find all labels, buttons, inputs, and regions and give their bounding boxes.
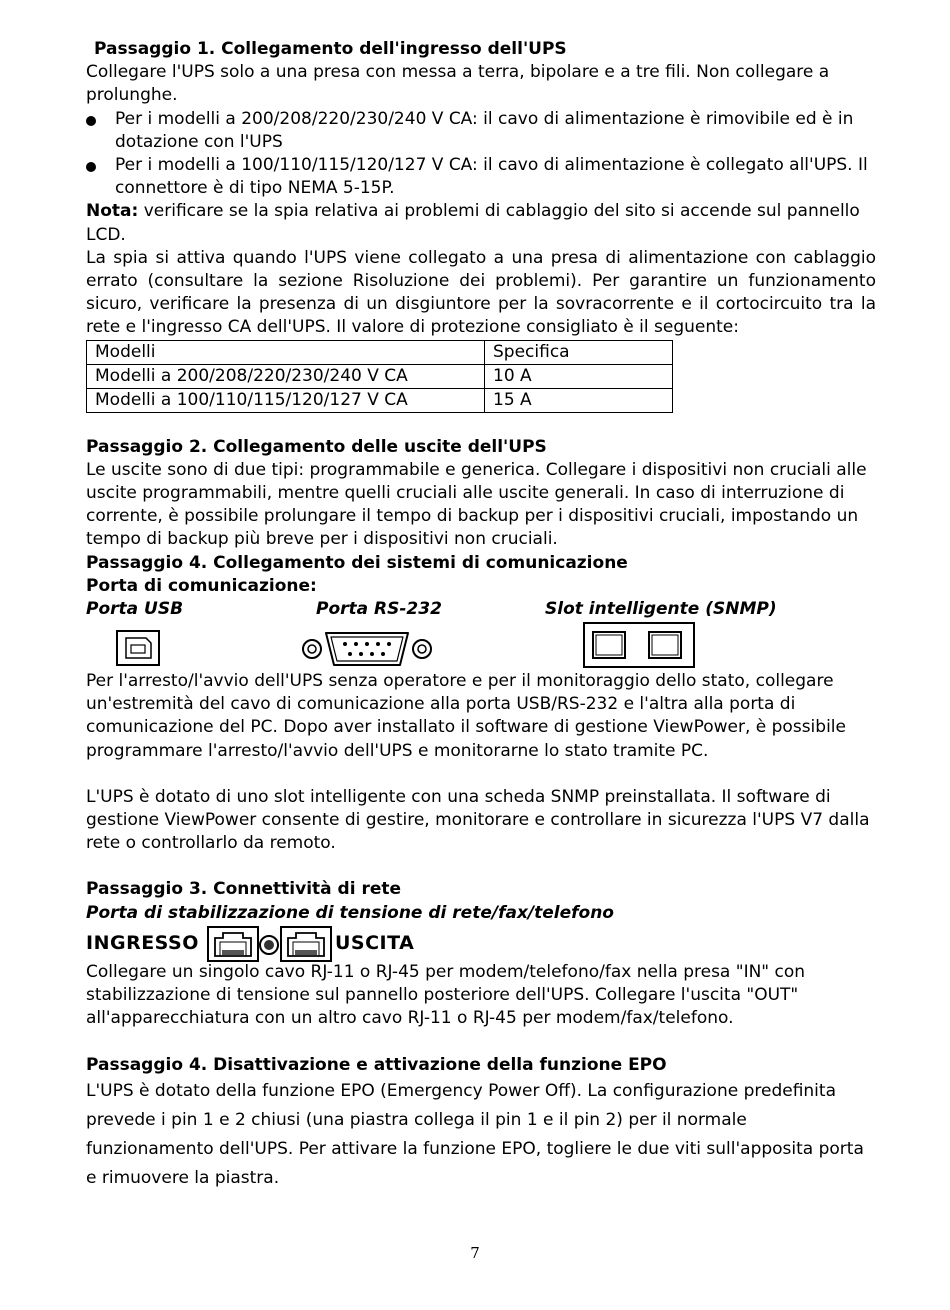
step4a-para1: Per l'arresto/l'avvio dell'UPS senza operatore e per il monitoraggio dello stato, collegare un'estremità del cavo di comunicazione alla porta USB/RS-232 e l'altra alla porta di comunicazione del PC. Dopo aver installato il software di gestione ViewPower, è possibile programmare l'arresto/l'avvio dell'UPS e monitorarne lo stato tramite PC. xyxy=(86,671,846,761)
table-header-cell: Modelli xyxy=(87,340,485,364)
step4b-title: Passaggio 4. Disattivazione e attivazione della funzione EPO xyxy=(86,1054,667,1075)
step2-body: Le uscite sono di due tipi: programmabile e generica. Collegare i dispositivi non cruciali alle uscite programmabili, mentre quelli cruciali alle uscite generali. In caso di interruzione di corrente, è possibile prolungare il tempo di backup per i dispositivi cruciali, impostando un tempo di backup più breve per i dispositivi non cruciali. xyxy=(86,459,867,550)
step4b-body: L'UPS è dotato della funzione EPO (Emergency Power Off). La configurazione predefinita prevede i pin 1 e 2 chiusi (una piastra collega il pin 1 e il pin 2) per il normale funzionamento dell'UPS. Per attivare la funzione EPO, togliere le due viti sull'apposita porta e rimuovere la piastra. xyxy=(86,1080,864,1188)
table-row xyxy=(87,388,673,412)
table-header-cell: Specifica xyxy=(485,340,673,364)
note-label: Nota: xyxy=(86,201,139,222)
rs232-port-label: Porta RS-232 xyxy=(316,599,442,620)
step1-bullet-list xyxy=(86,108,876,201)
list-item: Per i modelli a 200/208/220/230/240 V CA: il cavo di alimentazione è rimovibile ed è in dotazione con l'UPS xyxy=(86,108,876,154)
table-cell: Modelli a 200/208/220/230/240 V CA xyxy=(87,364,485,388)
step4a-subtitle: Porta di comunicazione: xyxy=(86,575,317,596)
bullet-icon xyxy=(86,116,96,126)
port-labels xyxy=(86,598,876,622)
step3-title: Passaggio 3. Connettività di rete xyxy=(86,879,402,900)
step4a-para2: L'UPS è dotato di uno slot intelligente con una scheda SNMP preinstallata. Il software di gestione ViewPower consente di gestire, monitorare e controllare in sicurezza l'UPS V7 dalla rete o controllarlo da remoto. xyxy=(86,786,870,854)
table-cell: 10 A xyxy=(485,364,673,388)
step1-note: Nota: verificare se la spia relativa ai problemi di cablaggio del sito si accende sul pannello LCD. xyxy=(86,201,860,245)
step4a-title: Passaggio 4. Collegamento dei sistemi di comunicazione xyxy=(86,552,628,573)
manual-page xyxy=(86,38,876,1193)
step3-body: Collegare un singolo cavo RJ-11 o RJ-45 per modem/telefono/fax nella presa "IN" con stabilizzazione di tensione sul pannello posteriore dell'UPS. Collegare l'uscita "OUT" all'apparecchiatura con un altro cavo RJ-11 o RJ-45 per modem/fax/telefono. xyxy=(86,961,806,1029)
port-icons xyxy=(86,622,876,670)
usb-port-label: Porta USB xyxy=(86,599,184,620)
step1-title: Passaggio 1. Collegamento dell'ingresso dell'UPS xyxy=(94,39,567,59)
protection-table xyxy=(86,340,673,413)
table-row xyxy=(87,364,673,388)
snmp-slot-icon xyxy=(583,622,695,668)
step2-title: Passaggio 2. Collegamento delle uscite dell'UPS xyxy=(86,436,547,457)
in-port-label: INGRESSO xyxy=(86,931,199,954)
table-header-row xyxy=(87,340,673,364)
out-port-label: USCITA xyxy=(335,931,415,954)
table-cell: 15 A xyxy=(485,388,673,412)
bullet-icon xyxy=(86,162,96,172)
step1-note-body: La spia si attiva quando l'UPS viene collegato a una presa di alimentazione con cablaggio errato (consultare la sezione Risoluzione dei problemi). Per garantire un funzionamento sicuro, verificare la presenza di un disgiuntore per la sovracorrente e il cortocircuito tra la rete e l'ingresso CA dell'UPS. Il valore di protezione consigliato è il seguente: xyxy=(86,247,876,338)
step1-intro: Collegare l'UPS solo a una presa con messa a terra, bipolare e a tre fili. Non collegare a prolunghe. xyxy=(86,62,830,106)
rs232-port-icon xyxy=(300,630,434,668)
snmp-slot-label: Slot intelligente (SNMP) xyxy=(545,599,777,620)
usb-port-icon xyxy=(116,630,160,666)
list-item: Per i modelli a 100/110/115/120/127 V CA: il cavo di alimentazione è collegato all'UPS. Il connettore è di tipo NEMA 5-15P. xyxy=(86,154,876,200)
page-number: 7 xyxy=(470,1244,480,1262)
step3-subtitle: Porta di stabilizzazione di tensione di rete/fax/telefono xyxy=(86,902,614,923)
table-cell: Modelli a 100/110/115/120/127 V CA xyxy=(87,388,485,412)
network-port-panel xyxy=(86,926,876,961)
